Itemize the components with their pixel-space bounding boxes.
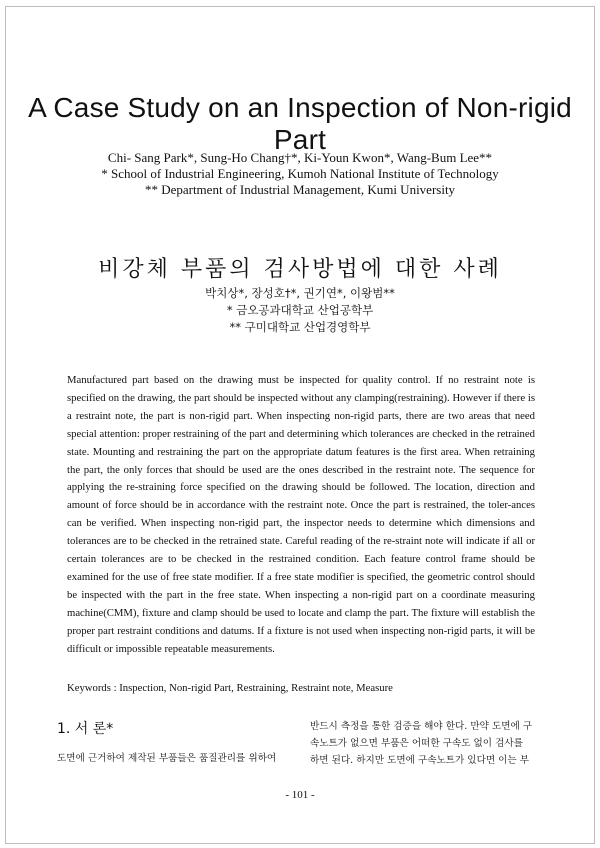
- intro-text-right-line-2: 속노트가 없으면 부품은 어떠한 구속도 없이 검사를: [310, 738, 523, 749]
- left-column: [57, 718, 297, 767]
- section-heading-introduction: 1. 서 론*: [57, 721, 114, 737]
- intro-text-left: 도면에 근거하여 제작된 부품들은 품질관리를 위하여: [57, 753, 277, 764]
- affiliation-english-1: * School of Industrial Engineering, Kumoh National Institute of Technology: [101, 166, 499, 181]
- intro-text-right-line-1: 반드시 측정을 통한 검증을 해야 한다. 만약 도면에 구: [310, 721, 533, 732]
- paper-title-korean: 비강체 부품의 검사방법에 대한 사례: [98, 257, 502, 282]
- abstract-text: Manufactured part based on the drawing must be inspected for quality control. If no restraint note is specified on the drawing, the part should be inspected without any clamping(restraining). However if there is a restraint note, the part is non-rigid part. When inspecting non-rigid parts, there are two areas that need special attention: proper restraining of the part and determining which tolerances are checked in the retrained state. Mounting and restraining the part on the appropriate datum features is the first area. When retraining the part, the only forces that should be used are the ones described in the restraint note. The sequence for applying the re-straining force specified on the drawing should be followed. The location, direction and amount of force should be in accordance with the restraint note. Once the part is restrained, the toler-ances can be verified. When inspecting non-rigid part, the inspector needs to determine which dimensions and tolerances are to be checked in the retrained state. Careful reading of the re-straint note will indicate if all or certain tolerances are to be checked in the restrained condition. Each feature control frame should be examined for the use of free state modifier. If a free state modifier is specified, the geometric control should be inspected with the part in the free state. When inspecting a non-rigid part on a coordinate measuring machine(CMM), fixture and clamp should be used to locate and clamp the part. The fixture will establish the proper part restraint conditions and datums. If a fixture is not used when inspecting non-rigid parts, it will be difficult or impossible repeatable measurements.: [67, 374, 535, 655]
- affiliation-korean-2: ** 구미대학교 산업경영학부: [229, 320, 371, 334]
- page-number: - 101 -: [285, 789, 315, 801]
- author-list-korean: 박치상*, 장성호†*, 권기연*, 이왕범**: [205, 286, 395, 300]
- author-block-english: [0, 150, 600, 198]
- paper-title-english: A Case Study on an Inspection of Non-rigid Part: [28, 92, 572, 155]
- intro-text-right-line-3: 하면 된다. 하지만 도면에 구속노트가 있다면 이는 부: [310, 755, 530, 766]
- affiliation-korean-1: * 금오공과대학교 산업공학부: [226, 303, 374, 317]
- affiliation-english-2: ** Department of Industrial Management, Kumi University: [144, 182, 456, 197]
- author-list-english: Chi- Sang Park*, Sung-Ho Chang†*, Ki-Youn Kwon*, Wang-Bum Lee**: [107, 150, 493, 165]
- author-block-korean: [0, 285, 600, 336]
- keywords-line: Keywords : Inspection, Non-rigid Part, Restraining, Restraint note, Measure: [67, 682, 393, 694]
- right-column: [310, 718, 546, 769]
